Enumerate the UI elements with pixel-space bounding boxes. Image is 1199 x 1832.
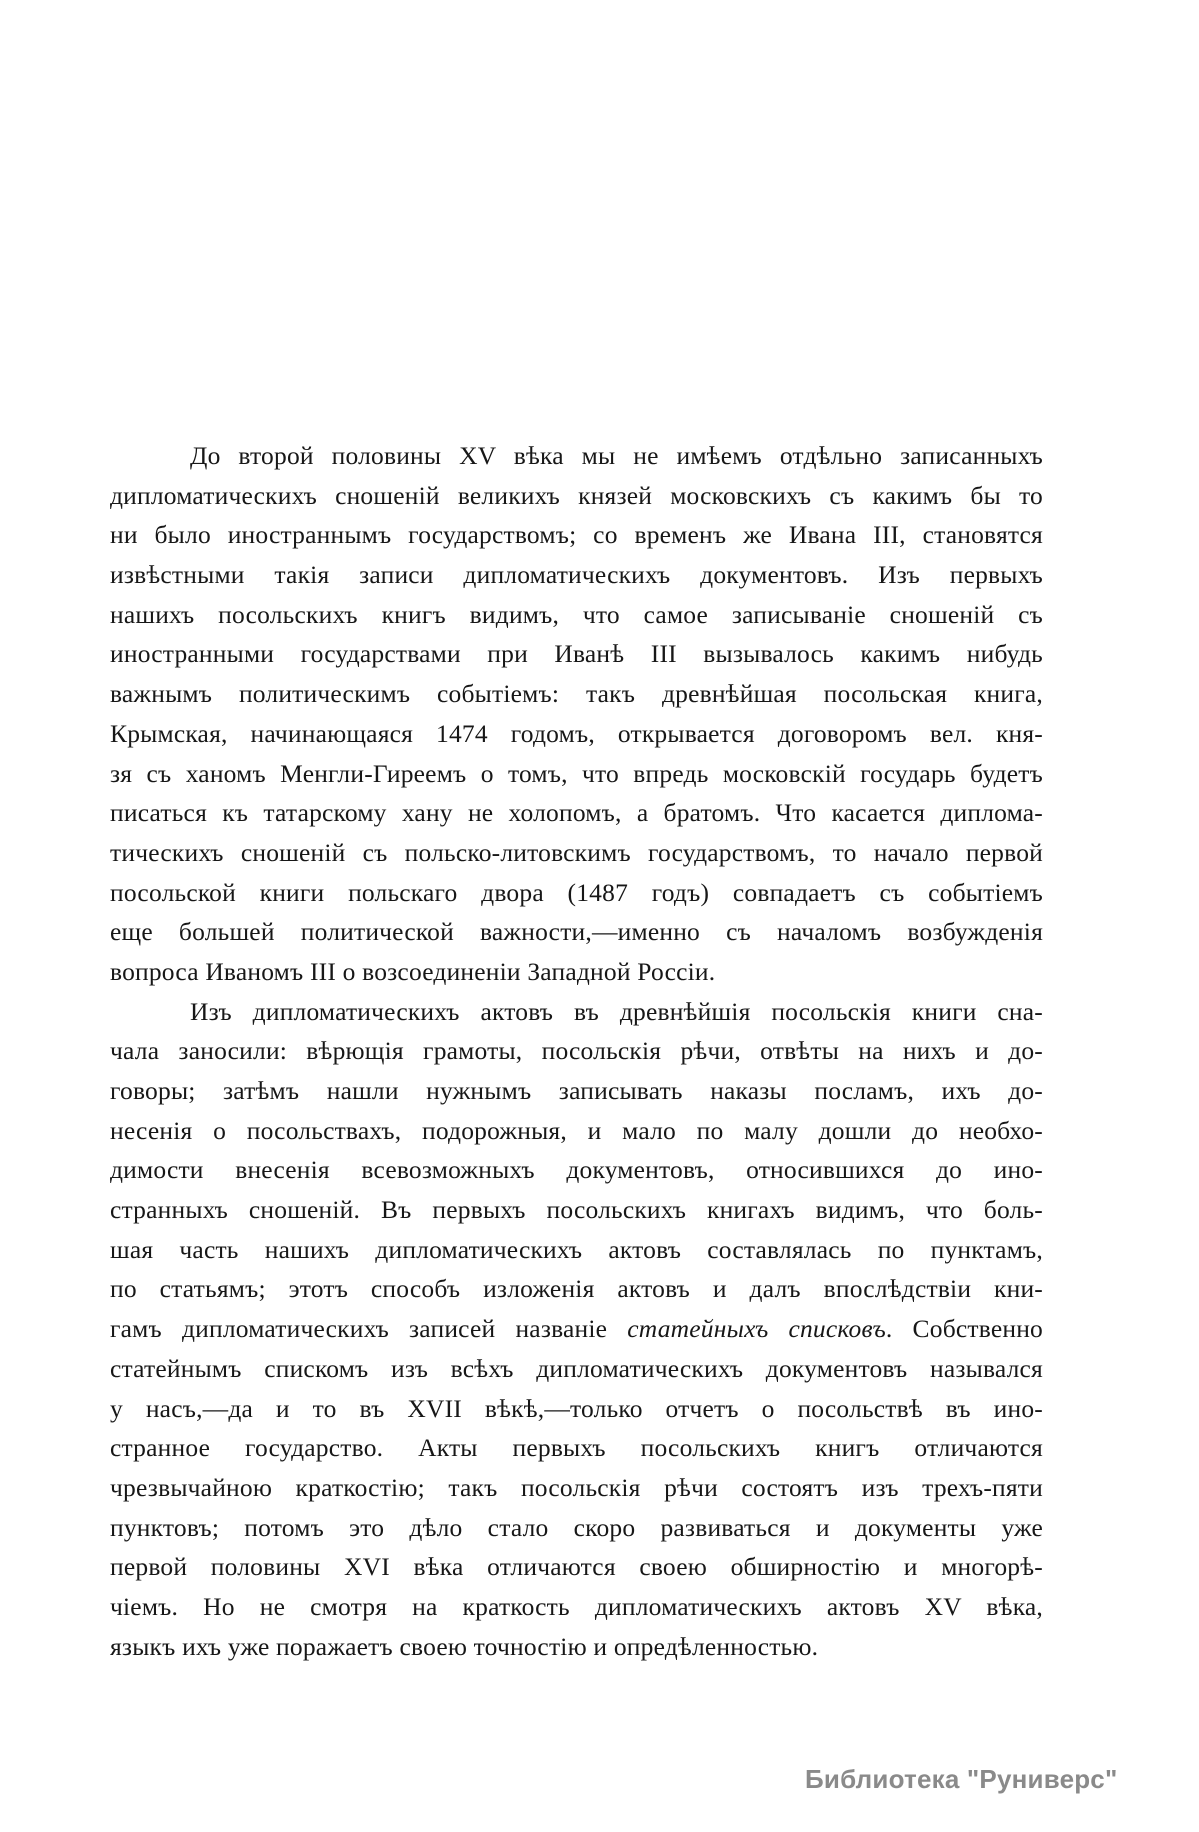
text-segment: ни было иностраннымъ государствомъ; со временъ же Ивана III, становятся — [110, 520, 1043, 550]
text-segment: пунктовъ; потомъ это дѣло стало скоро развиваться и документы уже — [110, 1512, 1043, 1542]
text-line — [110, 595, 1043, 635]
text-segment: статейнымъ спискомъ изъ всѣхъ дипломатическихъ документовъ назывался — [110, 1353, 1043, 1383]
text-line — [110, 1150, 1043, 1190]
text-segment: . Собственно — [885, 1314, 1043, 1344]
text-segment: писаться къ татарскому хану не холопомъ, а братомъ. Что касается диплома- — [110, 798, 1043, 828]
text-segment: языкъ ихъ уже поражаетъ своею точностію и опредѣленностью. — [110, 1631, 819, 1661]
text-line — [110, 1071, 1043, 1111]
text-line — [110, 912, 1043, 952]
text-line — [110, 1428, 1043, 1468]
text-line — [110, 1349, 1043, 1389]
text-line — [110, 1190, 1043, 1230]
text-segment: шая часть нашихъ дипломатическихъ актовъ составлялась по пунктамъ, — [110, 1234, 1043, 1264]
text-line — [110, 1309, 1043, 1349]
text-line — [110, 1587, 1043, 1627]
text-line — [110, 714, 1043, 754]
text-segment: странныхъ сношеній. Въ первыхъ посольскихъ книгахъ видимъ, что боль- — [110, 1195, 1043, 1225]
text-line — [110, 1468, 1043, 1508]
text-segment: важнымъ политическимъ событіемъ: такъ древнѣйшая посольская книга, — [110, 679, 1043, 709]
text-segment: гамъ дипломатическихъ записей названіе — [110, 1314, 628, 1344]
text-line — [110, 754, 1043, 794]
text-segment: иностранными государствами при Иванѣ III вызывалось какимъ нибудь — [110, 639, 1043, 669]
text-segment: Крымская, начинающаяся 1474 годомъ, открывается договоромъ вел. кня- — [110, 718, 1043, 748]
text-segment: посольской книги польскаго двора (1487 годъ) совпадаетъ съ событіемъ — [110, 877, 1043, 907]
text-line — [110, 873, 1043, 913]
text-segment: чала заносили: вѣрющія грамоты, посольскія рѣчи, отвѣты на нихъ и до- — [110, 1036, 1043, 1066]
text-line — [110, 793, 1043, 833]
text-segment: тическихъ сношеній съ польско-литовскимъ государствомъ, то начало первой — [110, 837, 1043, 867]
text-line — [110, 992, 1043, 1032]
text-segment: дипломатическихъ сношеній великихъ князей московскихъ съ какимъ бы то — [110, 480, 1043, 510]
text-line — [110, 833, 1043, 873]
text-block — [110, 436, 1043, 1666]
runivers-library-watermark: Библиотека "Руниверс" — [805, 1764, 1118, 1794]
text-line — [110, 1389, 1043, 1429]
text-segment: зя съ ханомъ Менгли-Гиреемъ о томъ, что впредь московскій государь будетъ — [110, 758, 1043, 788]
text-line — [110, 1111, 1043, 1151]
text-line — [110, 1269, 1043, 1309]
text-segment: извѣстными такія записи дипломатическихъ документовъ. Изъ первыхъ — [110, 560, 1043, 590]
text-line — [110, 555, 1043, 595]
text-segment: у насъ,—да и то въ XVII вѣкѣ,—только отчетъ о посольствѣ въ ино- — [110, 1393, 1043, 1423]
text-segment: нашихъ посольскихъ книгъ видимъ, что самое записываніе сношеній съ — [110, 599, 1043, 629]
text-line — [110, 1031, 1043, 1071]
text-line — [110, 952, 1043, 992]
text-line — [110, 674, 1043, 714]
text-line — [110, 634, 1043, 674]
text-segment: по статьямъ; этотъ способъ изложенія актовъ и далъ впослѣдствіи кни- — [110, 1274, 1043, 1304]
text-line — [110, 515, 1043, 555]
text-segment: чіемъ. Но не смотря на краткость дипломатическихъ актовъ XV вѣка, — [110, 1591, 1043, 1621]
text-segment: странное государство. Акты первыхъ посольскихъ книгъ отличаются — [110, 1433, 1043, 1463]
paragraph — [110, 436, 1043, 992]
text-line — [110, 1508, 1043, 1548]
paragraph — [110, 992, 1043, 1667]
text-segment: еще большей политической важности,—именно съ началомъ возбужденія — [110, 917, 1043, 947]
text-line — [110, 1627, 1043, 1667]
text-segment: говоры; затѣмъ нашли нужнымъ записывать наказы посламъ, ихъ до- — [110, 1076, 1043, 1105]
text-segment: До второй половины XV вѣка мы не имѣемъ отдѣльно записанныхъ — [190, 441, 1043, 470]
text-line — [110, 1547, 1043, 1587]
text-segment: димости внесенія всевозможныхъ документовъ, относившихся до ино- — [110, 1155, 1043, 1185]
text-segment: несенія о посольствахъ, подорожныя, и мало по малу дошли до необхо- — [110, 1115, 1043, 1145]
text-segment: первой половины XVI вѣка отличаются своею обширностію и многорѣ- — [110, 1552, 1043, 1582]
italic-term: статейныхъ списковъ — [627, 1314, 886, 1344]
text-line — [110, 436, 1043, 476]
text-segment: чрезвычайною краткостію; такъ посольскія рѣчи состоятъ изъ трехъ-пяти — [110, 1472, 1043, 1502]
text-segment: Изъ дипломатическихъ актовъ въ древнѣйшія посольскія книги сна- — [190, 996, 1043, 1026]
text-segment: вопроса Иваномъ III о возсоединеніи Западной Россіи. — [110, 956, 716, 986]
text-line — [110, 1230, 1043, 1270]
text-line — [110, 476, 1043, 516]
